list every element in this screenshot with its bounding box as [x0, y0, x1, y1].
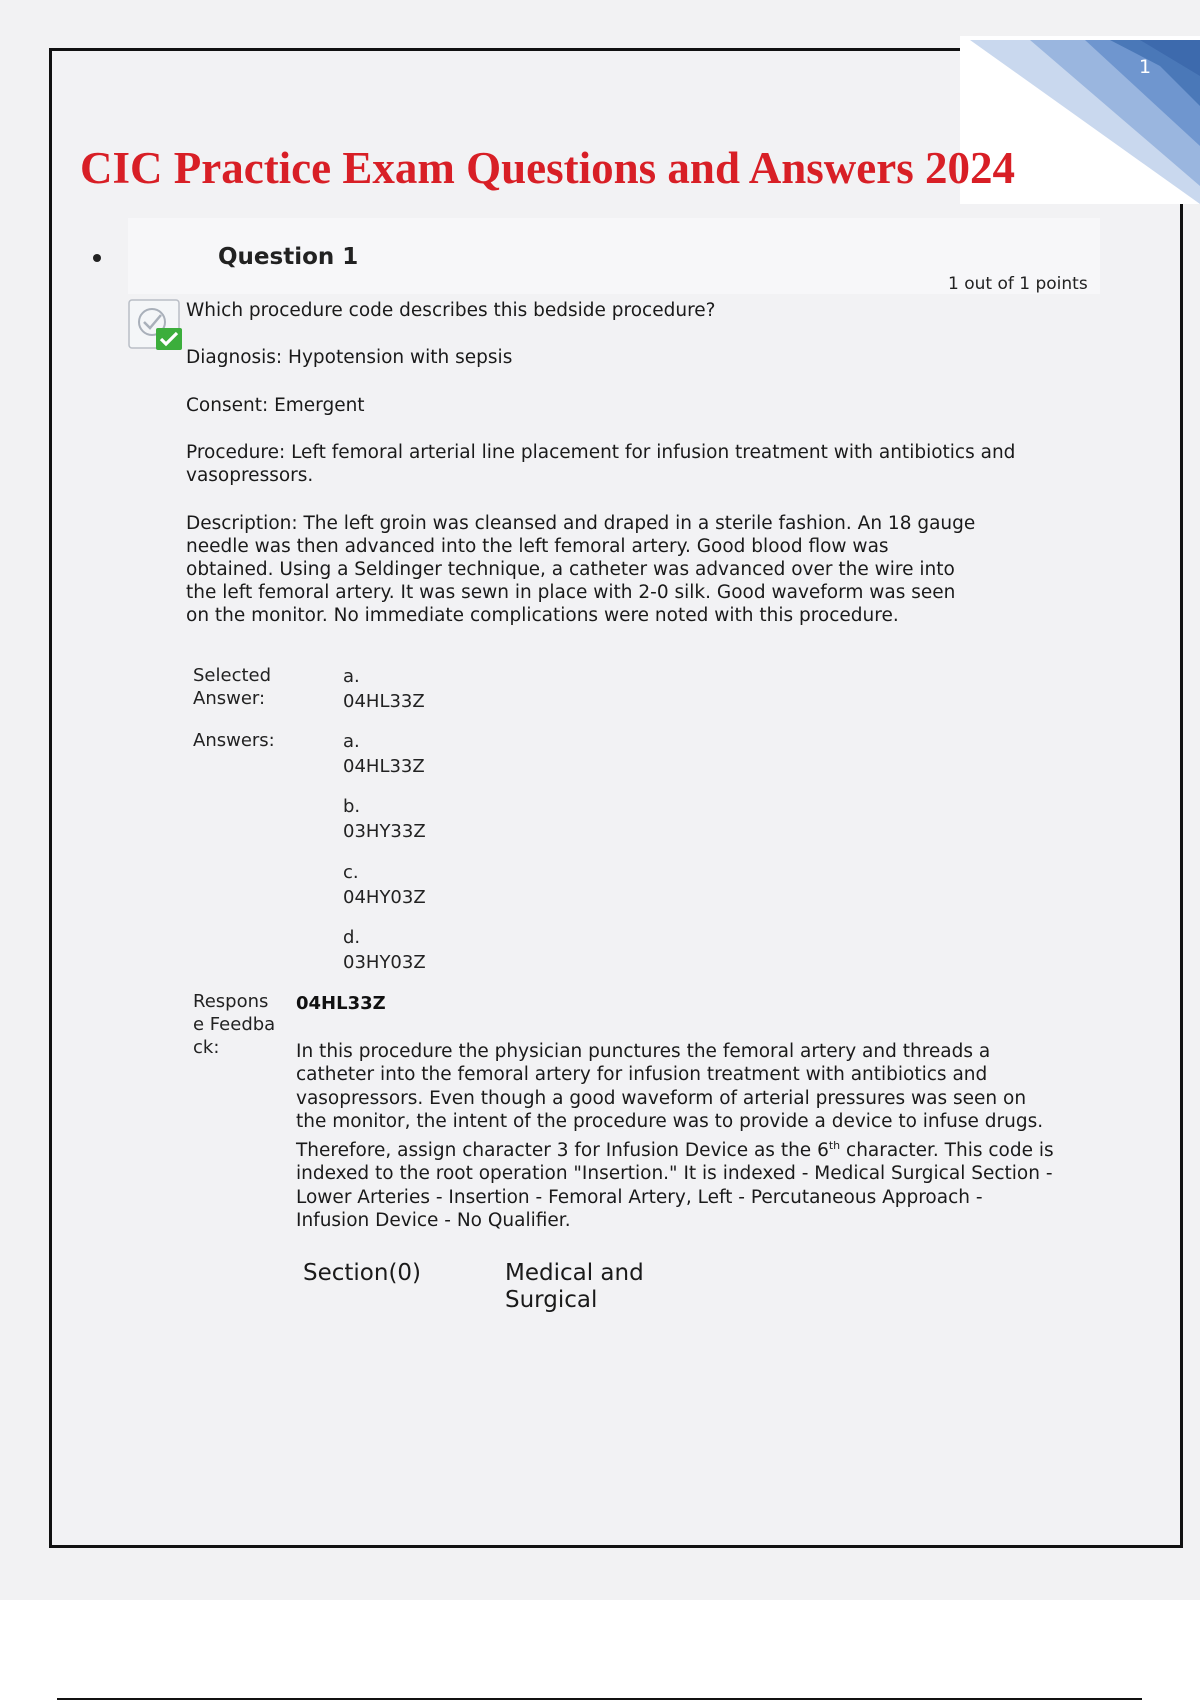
answer-option-code: 04HL33Z: [343, 756, 425, 777]
description-line: on the monitor. No immediate complications were noted with this procedure.: [186, 605, 899, 626]
ordinal-suffix: th: [828, 1138, 841, 1152]
page-gap: [0, 1600, 1200, 1700]
feedback-text-part: In this procedure the physician punctures the femoral artery and threads a catheter into the femoral artery for infusion treatment with antibiotics and vasopressors. Even though a good waveform of arterial pressures was seen on the monitor, the intent of the procedure was to provide a device to infuse drugs. Therefore, assign character 3 for Infusion Device as the 6: [296, 1041, 1044, 1161]
document-title: CIC Practice Exam Questions and Answers 2024: [80, 143, 1015, 193]
bullet-icon: [93, 254, 101, 262]
answers-label: Answers:: [193, 730, 275, 751]
feedback-text: [296, 1040, 1056, 1232]
consent-text: Consent: Emergent: [186, 395, 365, 416]
answer-option-letter: d.: [343, 927, 361, 948]
answer-option-letter: c.: [343, 862, 359, 883]
selected-answer-letter: a.: [343, 666, 360, 687]
answer-option-letter: b.: [343, 796, 361, 817]
feedback-text-part: character. This code is indexed to the root operation "Insertion." It is indexed - Medical Surgical Section - Lower Arteries - Insertion - Femoral Artery, Left - Percutaneous Approach - Infusion Device - No Qualifier.: [296, 1139, 1054, 1231]
selected-answer-label: Selected Answer:: [193, 665, 272, 709]
response-code: 04HL33Z: [296, 993, 386, 1014]
procedure-text: Procedure: Left femoral arterial line placement for infusion treatment with antibiotics and vasopressors.: [186, 442, 1016, 486]
description-line: needle was then advanced into the left femoral artery. Good blood flow was: [186, 536, 889, 557]
answer-option-letter: a.: [343, 731, 360, 752]
question-points: 1 out of 1 points: [948, 274, 1088, 294]
answer-option-code: 04HY03Z: [343, 887, 426, 908]
page-number: 1: [1139, 56, 1152, 78]
description-line: Description: The left groin was cleansed and draped in a sterile fashion. An 18 gauge: [186, 513, 976, 534]
answer-option-code: 03HY03Z: [343, 952, 426, 973]
section-value: Medical and Surgical: [505, 1260, 644, 1313]
correct-check-icon: [128, 298, 184, 354]
description-line: the left femoral artery. It was sewn in place with 2-0 silk. Good waveform was seen: [186, 582, 956, 603]
description-text: [186, 512, 1086, 627]
diagnosis-text: Diagnosis: Hypotension with sepsis: [186, 347, 513, 368]
answer-option-code: 03HY33Z: [343, 821, 426, 842]
question-title: Question 1: [218, 244, 359, 270]
description-line: obtained. Using a Seldinger technique, a catheter was advanced over the wire into: [186, 559, 955, 580]
section-label: Section(0): [303, 1260, 422, 1286]
question-prompt: Which procedure code describes this bedside procedure?: [186, 300, 716, 321]
selected-answer-code: 04HL33Z: [343, 691, 425, 712]
response-feedback-label: Response Feedback:: [193, 991, 276, 1058]
